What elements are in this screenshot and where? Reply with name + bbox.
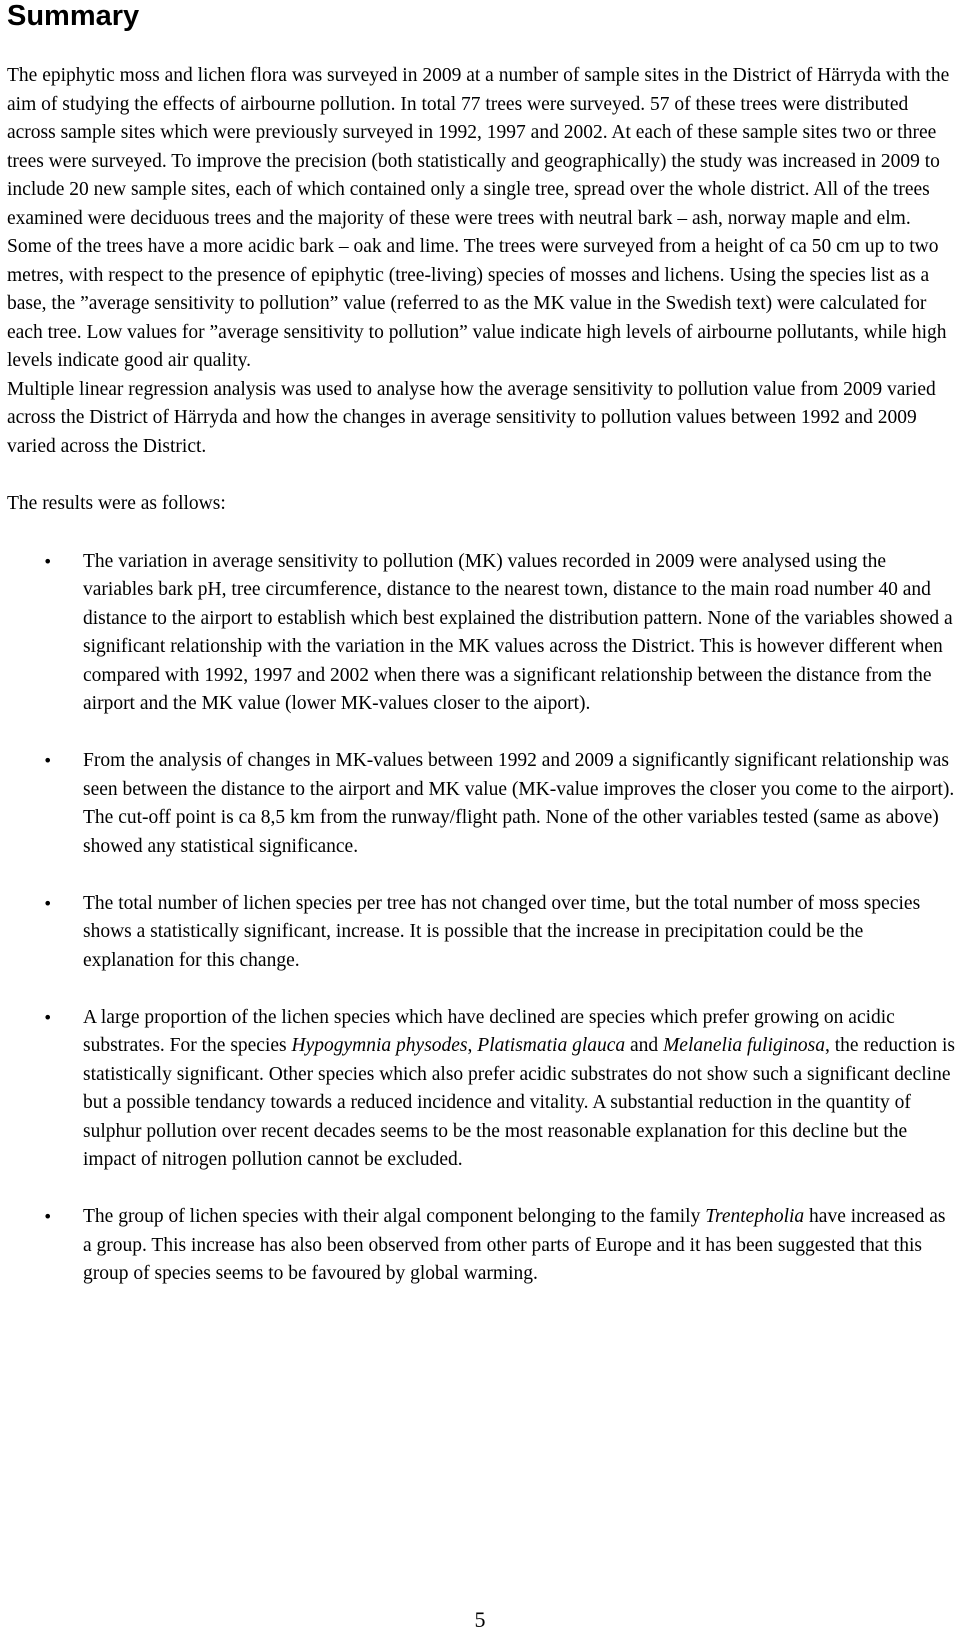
species-name-melanelia: Melanelia fuliginosa — [663, 1035, 826, 1056]
list-item — [7, 890, 957, 976]
bullet-icon: • — [43, 551, 53, 571]
list-item — [7, 1203, 957, 1289]
species-name-hypogymnia: Hypogymnia physodes — [291, 1035, 468, 1056]
result-text-5 — [83, 1206, 945, 1284]
intro-paragraph-2: Multiple linear regression analysis was used to analyse how the average sensitivity to pollution value from 2009 varied across the District of Härryda and how the changes in average sensitivity to pollution values between 1992 and 2009 varied across the District. — [7, 378, 936, 457]
list-item — [7, 1004, 957, 1175]
list-item — [7, 548, 957, 719]
result-text-3: The total number of lichen species per tree has not changed over time, but the total number of moss species shows a statistically significant, increase. It is possible that the increase in precipitation could be the explanation for this change. — [83, 892, 921, 971]
bullet-icon: • — [43, 1207, 53, 1226]
result-text-4-part-3: and — [625, 1035, 664, 1056]
result-text-2: From the analysis of changes in MK-values between 1992 and 2009 a significantly significant relationship was seen between the distance to the airport and MK value (MK-value improves the closer you come to the airport). The cut-off point is ca 8,5 km from the runway/flight path. None of the other variables tested (same as above) showed any statistical significance. — [83, 750, 955, 857]
bullet-icon: • — [43, 751, 53, 770]
bullet-icon: • — [43, 1007, 53, 1027]
result-text-4-part-2: , — [467, 1035, 478, 1056]
species-name-platismatia: Platismatia glauca — [477, 1035, 626, 1056]
result-text-5-part-1: The group of lichen species with their algal component belonging to the family — [83, 1206, 706, 1227]
genus-name-trentepholia: Trentepholia — [705, 1206, 805, 1227]
results-list — [7, 548, 957, 1289]
results-lead: The results were as follows: — [7, 493, 226, 514]
result-text-4 — [83, 1007, 955, 1171]
result-text-1: The variation in average sensitivity to pollution (MK) values recorded in 2009 were analysed using the variables bark pH, tree circumference, distance to the nearest town, distance to the main road number 40 and distance to the airport to establish which best explained the distribution pattern. None of the variables showed a significant relationship with the variation in the MK values across the District. This is however different when compared with 1992, 1997 and 2002 when there was a significant relationship between the distance from the airport and the MK value (lower MK-values closer to the aiport). — [83, 550, 953, 714]
result-text-5-part-2: have increased as a group. This increase has also been observed from other parts of Europe and it has been suggested that this group of species seems to be favoured by global warming. — [83, 1206, 946, 1284]
intro-paragraph-1: The epiphytic moss and lichen flora was surveyed in 2009 at a number of sample sites in the District of Härryda with the aim of studying the effects of airbourne pollution. In total 77 trees were surveyed. 57 of these trees were distributed across sample sites which were previously surveyed in 1992, 1997 and 2002. At each of these sample sites two or three trees were surveyed. To improve the precision (both statistically and geographically) the study was increased in 2009 to include 20 new sample sites, each of which contained only a single tree, spread over the whole district. All of the trees examined were deciduous trees and the majority of these were trees with neutral bark – ash, norway maple and elm. Some of the trees have a more acidic bark – oak and lime. The trees were surveyed from a height of ca 50 cm up to two metres, with respect to the presence of epiphytic (tree-living) species of mosses and lichens. Using the species list as a base, the ”average sensitivity to pollution” value (referred to as the MK value in the Swedish text) were calculated for each tree. Low values for ”average sensitivity to pollution” value indicate high levels of airbourne pollutants, while high levels indicate good air quality. — [7, 65, 950, 371]
page-title: Summary — [7, 0, 140, 32]
intro-section — [7, 62, 957, 461]
result-text-4-part-1: A large proportion of the lichen species which have declined are species which prefer growing on acidic substrates. For the species — [83, 1006, 895, 1056]
list-item — [7, 747, 957, 861]
bullet-icon: • — [43, 893, 53, 913]
result-text-4-part-4: , the reduction is statistically significant. Other species which also prefer acidic substrates do not show such a significant decline but a possible tendancy towards a reduced incidence and vitality. A substantial reduction in the quantity of sulphur pollution over recent decades seems to be the most reasonable explanation for this decline but the impact of nitrogen pollution cannot be excluded. — [83, 1035, 955, 1170]
document-page — [7, 0, 957, 1317]
page-number: 5 — [474, 1607, 486, 1632]
